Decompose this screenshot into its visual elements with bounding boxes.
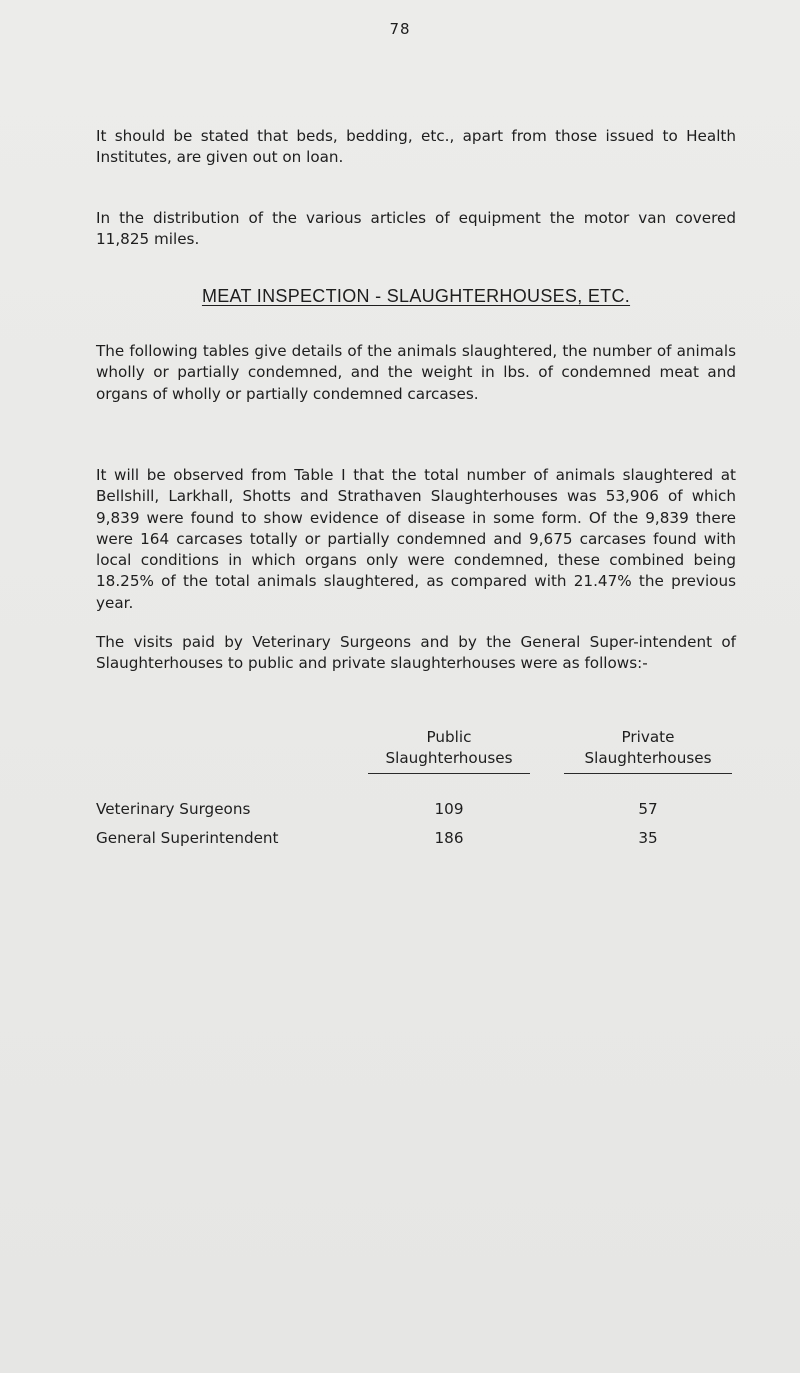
paragraph-table-one: It will be observed from Table I that the total number of animals slaughtered at Bellshill, Larkhall, Shotts and Strathaven Slaughterhouses was 53,906 of which 9,839 were found to show evidence of disease in some form. Of the 9,839 there were 164 carcases totally or partially condemned and 9,675 carcases found with local conditions in which organs only were condemned, these combined being 18.25% of the total animals slaughtered, as compared with 21.47% the previous year. [96,466,736,612]
cell-superintendent-private: 35 [638,829,658,847]
paragraph-van: In the distribution of the various articles of equipment the motor van covered 11,825 miles. [96,209,736,249]
column-header-private [564,727,732,774]
cell-veterinary-private: 57 [638,800,658,818]
column-underline [368,773,530,774]
column-header-line: Public [426,728,472,746]
column-header-line: Slaughterhouses [584,749,712,767]
paragraph-visits: The visits paid by Veterinary Surgeons and by the General Super-intendent of Slaughterhouses to public and private slaughterhouses were as follows:- [96,633,736,673]
column-underline [564,773,732,774]
section-heading: MEAT INSPECTION - SLAUGHTERHOUSES, ETC. [201,286,631,306]
page-number: 78 [389,20,411,38]
cell-superintendent-public: 186 [434,829,464,847]
row-label-veterinary-surgeons: Veterinary Surgeons [96,800,251,818]
column-header-line: Slaughterhouses [385,749,513,767]
paragraph-tables-intro: The following tables give details of the animals slaughtered, the number of animals wholly or partially condemned, and the weight in lbs. of condemned meat and organs of wholly or partially condemned carcases. [96,342,736,403]
column-header-line: Private [621,728,675,746]
paragraph-loan: It should be stated that beds, bedding, etc., apart from those issued to Health Institutes, are given out on loan. [96,127,736,167]
cell-veterinary-public: 109 [434,800,464,818]
column-header-public [368,727,530,774]
row-label-general-superintendent: General Superintendent [96,829,279,847]
